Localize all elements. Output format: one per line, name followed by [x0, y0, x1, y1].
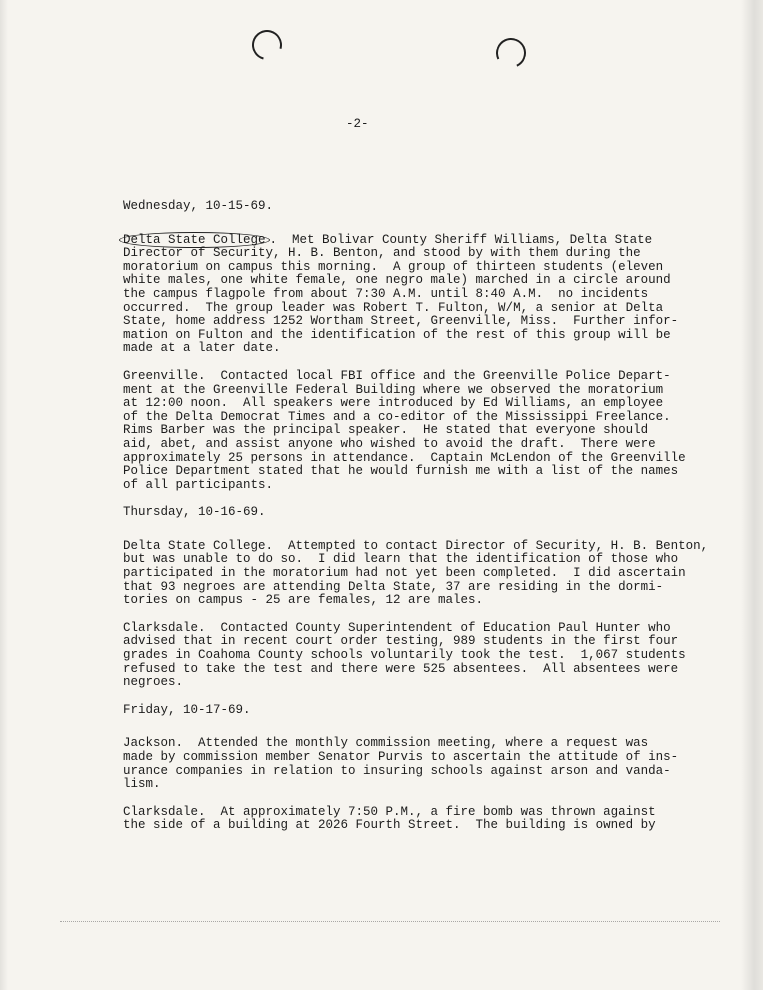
- line: lism.: [123, 777, 161, 792]
- line: Rims Barber was the principal speaker. He stated that everyone should: [123, 423, 649, 438]
- line: urance companies in relation to insuring schools against arson and vanda-: [123, 763, 671, 778]
- paragraph: [123, 806, 683, 833]
- entry-date: Thursday, 10-16-69.: [123, 505, 266, 520]
- paragraph: [123, 538, 709, 608]
- line: at 12:00 noon. All speakers were introduced by Ed Williams, an employee: [123, 396, 664, 411]
- paragraph: [123, 620, 686, 690]
- line: the side of a building at 2026 Fourth Street. The building is owned by: [123, 818, 656, 833]
- line: Jackson. Attended the monthly commission meeting, where a request was: [123, 736, 649, 751]
- paragraph: [123, 234, 683, 356]
- line: made by commission member Senator Purvis to ascertain the attitude of ins-: [123, 750, 679, 764]
- paragraph: [123, 368, 686, 492]
- line: advised that in recent court order testing, 989 students in the first four: [123, 634, 679, 649]
- line: Director of Security, H. B. Benton, and stood by with them during the: [123, 246, 641, 261]
- line: occurred. The group leader was Robert T. Fulton, W/M, a senior at Delta: [123, 300, 664, 315]
- line: Delta State College. Attempted to contact Director of Security, H. B. Benton,: [123, 538, 709, 553]
- line: aid, abet, and assist anyone who wished to avoid the draft. There were: [123, 436, 656, 451]
- circled-heading: Delta State College: [119, 232, 270, 248]
- line: refused to take the test and there were 525 absentees. All absentees were: [123, 661, 679, 676]
- entry-date: Friday, 10-17-69.: [123, 702, 251, 717]
- punch-hole-right-icon: [492, 34, 530, 72]
- line: participated in the moratorium had not yet been completed. I did ascertain: [123, 566, 686, 581]
- line: State, home address 1252 Wortham Street, Greenville, Miss. Further infor-: [123, 314, 679, 329]
- line: grades in Coahoma County schools voluntarily took the test. 1,067 students: [123, 648, 686, 663]
- line: negroes.: [123, 675, 184, 690]
- scan-edge-bottom: [60, 921, 720, 932]
- line: the campus flagpole from about 7:30 A.M. until 8:40 A.M. no incidents: [123, 286, 649, 301]
- line: white males, one white female, one negro male) marched in a circle around: [123, 273, 671, 288]
- line: mation on Fulton and the identification of the rest of this group will be: [123, 327, 671, 342]
- line: approximately 25 persons in attendance. Captain McLendon of the Greenville: [123, 450, 686, 465]
- entry-date: Wednesday, 10-15-69.: [123, 199, 274, 213]
- line: ment at the Greenville Federal Building where we observed the moratorium: [123, 382, 664, 397]
- line: Greenville. Contacted local FBI office and the Greenville Police Depart-: [123, 368, 671, 383]
- scan-edge-left: [0, 0, 8, 990]
- line: made at a later date.: [123, 341, 281, 356]
- line: of all participants.: [123, 477, 274, 492]
- line: Police Department stated that he would furnish me with a list of the names: [123, 464, 679, 479]
- scan-edge-right: [741, 0, 763, 990]
- page-number: -2-: [346, 117, 369, 131]
- line: Clarksdale. At approximately 7:50 P.M., a fire bomb was thrown against: [123, 804, 656, 819]
- paragraph: [123, 737, 683, 791]
- line: of the Delta Democrat Times and a co-editor of the Mississippi Freelance.: [123, 409, 671, 424]
- punch-hole-left-icon: [247, 25, 288, 66]
- line: but was unable to do so. I did learn that the identification of those who: [123, 552, 679, 567]
- line: . Met Bolivar County Sheriff Williams, Delta State: [269, 232, 653, 247]
- line: that 93 negroes are attending Delta State, 37 are residing in the dormi-: [123, 579, 664, 594]
- line: Clarksdale. Contacted County Superintendent of Education Paul Hunter who: [123, 620, 671, 635]
- line: tories on campus - 25 are females, 12 are males.: [123, 593, 484, 608]
- line: moratorium on campus this morning. A group of thirteen students (eleven: [123, 259, 664, 274]
- document-body: [123, 199, 709, 847]
